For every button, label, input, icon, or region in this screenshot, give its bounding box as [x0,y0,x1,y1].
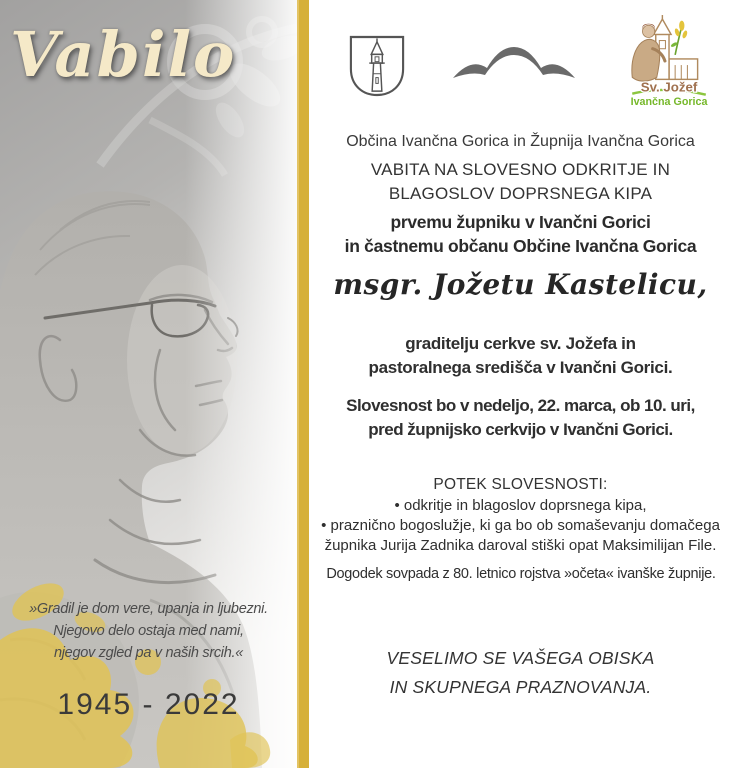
invitation-panel [309,0,732,768]
role-line-1: graditelju cerkve sv. Jožefa in [405,334,636,353]
memorial-quote [0,598,297,664]
announcement-line-2: BLAGOSLOV DOPRSNEGA KIPA [388,184,653,203]
quote-line: njegov zgled pa v naših srcih.« [54,645,243,661]
invitation-title: Vabilo [10,18,237,91]
event-line-2: pred župnijsko cerkvijo v Ivančni Gorici. [368,420,673,439]
gold-divider-stripe [297,0,309,768]
coat-of-arms-icon [348,34,406,103]
program-item: • praznično bogoslužje, ki ga bo ob somaševanju domačega župnika Jurija Zadnika daroval stiški opat Maksimilijan File. [309,516,732,556]
honoree-name: msgr. Jožetu Kastelicu, [333,268,708,301]
photo-panel [0,0,297,768]
parish-logo-place: Ivančna Gorica [630,95,708,108]
honoree-line-2: in častnemu občanu Občine Ivančna Gorica [344,236,697,256]
program-list [309,496,732,556]
anniversary-note: Dogodek sovpada z 80. letnico rojstva »očeta« ivanške župnije. [326,566,716,582]
closing-line-2: IN SKUPNEGA PRAZNOVANJA. [389,677,652,697]
program-item: • odkritje in blagoslov doprsnega kipa, [309,496,732,516]
closing-line-1: VESELIMO SE VAŠEGA OBISKA [386,648,655,668]
hills-logo-icon [452,46,576,89]
honoree-line-1: prvemu župniku v Ivančni Gorici [390,212,651,232]
role-line-2: pastoralnega središča v Ivančni Gorici. [368,358,673,377]
announcement-line-1: VABITA NA SLOVESNO ODKRITJE IN [370,160,671,179]
quote-line: Njegovo delo ostaja med nami, [53,623,244,639]
event-line-1: Slovesnost bo v nedeljo, 22. marca, ob 10. uri, [346,396,695,415]
memorial-years: 1945 - 2022 [57,688,240,721]
parish-logo-icon [622,14,714,115]
organizers-line: Občina Ivančna Gorica in Župnija Ivančna Gorica [346,133,695,150]
parish-logo-name: Sv. Jožef [640,79,698,95]
quote-line: »Gradil je dom vere, upanja in ljubezni. [29,601,268,617]
program-title: POTEK SLOVESNOSTI: [433,476,608,493]
